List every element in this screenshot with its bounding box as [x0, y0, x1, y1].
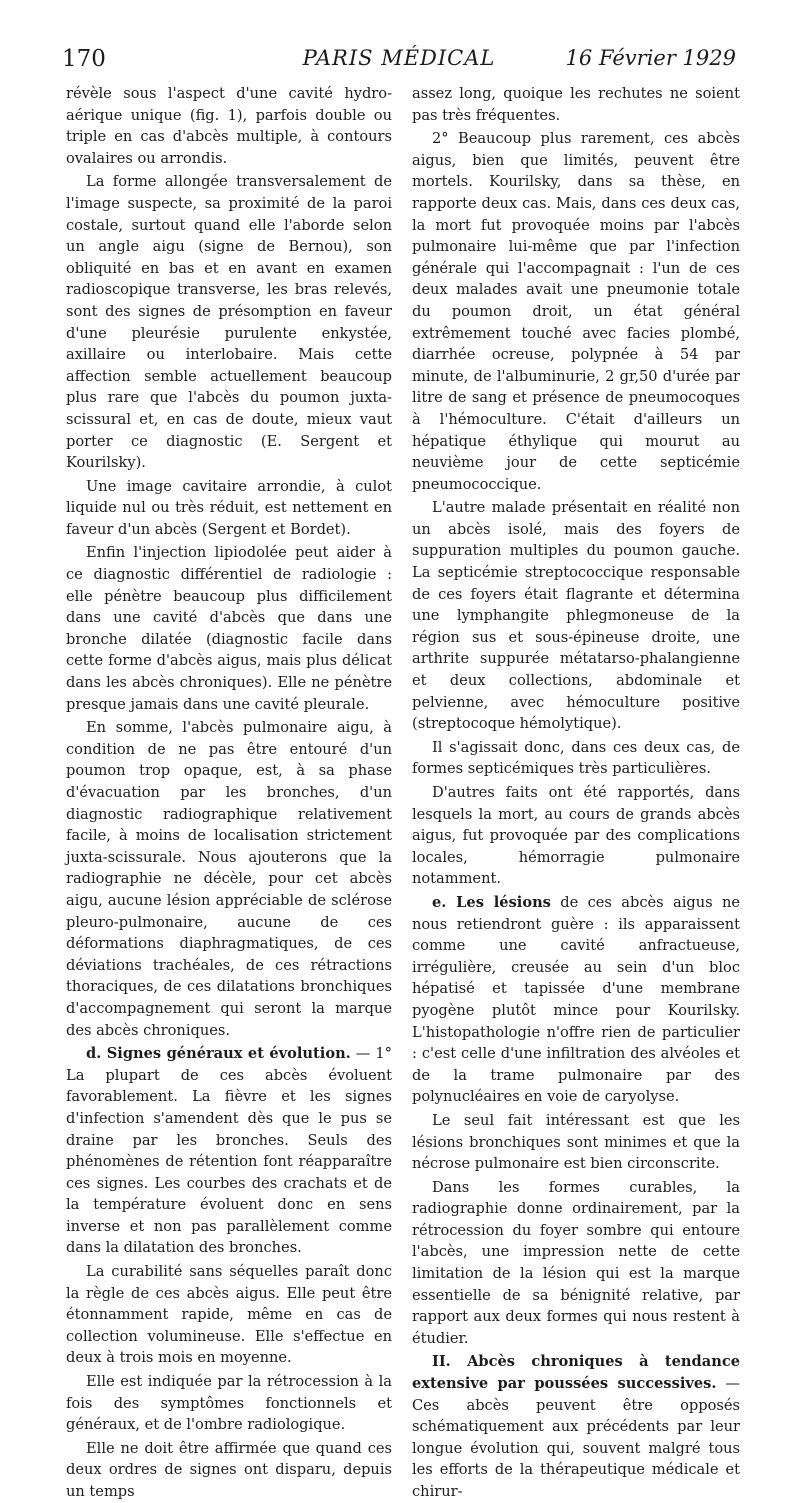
paragraph-text: Le seul fait intéressant est que les lésions bronchiques sont minimes et que la nécrose pulmonaire est bien circonscrite. [412, 1111, 740, 1173]
issue-date: 16 Février 1929 [565, 46, 736, 70]
paragraph [412, 83, 740, 126]
paragraph-text: L'autre malade présentait en réalité non un abcès isolé, mais des foyers de suppuration multiples du poumon gauche. La septicémie streptococcique responsable de ces foyers était flagrante et détermina une lymphangite phlegmoneuse de la région sus et sous-épineuse droite, une arthrite suppurée métatarso-phalangienne et deux collections, abdominale et pelvienne, avec hémoculture positive (streptocoque hémolytique). [412, 499, 740, 733]
paragraph-text: En somme, l'abcès pulmonaire aigu, à condition de ne pas être entouré d'un poumon trop opaque, est, à sa phase d'évacuation par les bronches, d'un diagnostic radiographique relativement facile, à moins de localisation strictement juxta-scissurale. Nous ajouterons que la radiographie ne décèle, pour cet abcès aigu, aucune lésion appréciable de sclérose pleuro-pulmonaire, aucune de ces déformations diaphragmatiques, de ces déviations trachéales, de ces rétractions thoraciques, de ces dilatations bronchiques d'accompagnement qui seront la marque des abcès chroniques. [66, 719, 392, 1039]
paragraph-text: assez long, quoique les rechutes ne soient pas très fréquentes. [412, 85, 740, 124]
left-column [66, 83, 392, 1503]
paragraph-text: D'autres faits ont été rapportés, dans lesquels la mort, au cours de grands abcès aigus, fut provoquée par des complications locales, hémorragie pulmonaire notamment. [412, 784, 740, 888]
paragraph-text: La forme allongée transversalement de l'image suspecte, sa proximité de la paroi costale, surtout quand elle l'aborde selon un angle aigu (signe de Bernou), son obliquité en bas et en avant en examen radioscopique transverse, les bras relevés, sont des signes de présomption en faveur d'une pleurésie purulente enkystée, axillaire ou interlobaire. Mais cette affection semble actuellement beaucoup plus rare que l'abcès du poumon juxta-scissural et, en cas de doute, mieux vaut porter ce diagnostic (E. Sergent et Kourilsky). [66, 173, 392, 472]
paragraph [66, 1043, 392, 1259]
paragraph-text: Elle ne doit être affirmée que quand ces deux ordres de signes ont disparu, depuis un temps [66, 1439, 392, 1500]
paragraph-text: révèle sous l'aspect d'une cavité hydro-aérique unique (fig. 1), parfois double ou triple en cas d'abcès multiple, à contours ovalaires ou arrondis. [66, 85, 392, 167]
paragraph [412, 497, 740, 735]
paragraph-text: Il s'agissait donc, dans ces deux cas, de formes septicémiques très particulières. [412, 738, 740, 778]
right-column [412, 83, 740, 1503]
page-number: 170 [62, 46, 106, 72]
paragraph-text: Elle est indiquée par la rétrocession à la fois des symptômes fonctionnels et généraux, et de l'ombre radiologique. [66, 1373, 392, 1434]
page-header [62, 46, 736, 74]
paragraph [412, 737, 740, 780]
paragraph-text: 2° Beaucoup plus rarement, ces abcès aigus, bien que limités, peuvent être mortels. Kourilsky, dans sa thèse, en rapporte deux cas. Mais, dans ces deux cas, la mort fut provoquée moins par l'abcès pulmonaire lui-même que par l'infection générale qui l'accompagnait : l'un de ces deux malades avait une pneumonie totale du poumon droit, un état général extrêmement touché avec facies plombé, diarrhée ocreuse, polypnée à 54 par minute, de l'albuminurie, 2 gr,50 d'urée par litre de sang et présence de pneumocoques à l'hémoculture. C'était d'ailleurs un hépatique éthylique qui mourut au neuvième jour de cette septicémie pneumococcique. [412, 130, 740, 493]
paragraph [66, 542, 392, 715]
paragraph-text: — 1° La plupart de ces abcès évoluent favorablement. La fièvre et les signes d'infection s'amendent dès que le pus se draine par les bronches. Seuls des phénomènes de rétention font réapparaître ces signes. Les courbes des crachats et de la température évoluent donc en sens inverse et non pas parallèlement comme dans la dilatation des bronches. [66, 1045, 392, 1257]
section-heading: e. Les lésions [432, 893, 551, 911]
paragraph [66, 717, 392, 1041]
paragraph [412, 1177, 740, 1350]
section-heading: II. Abcès chroniques à tendance extensive par poussées successives. [412, 1353, 740, 1393]
paragraph [66, 1438, 392, 1503]
paragraph [412, 1110, 740, 1175]
paragraph [66, 1261, 392, 1369]
section-heading: d. Signes généraux et évolution. [86, 1045, 351, 1063]
paragraph [66, 171, 392, 473]
paragraph [412, 1351, 740, 1502]
paragraph-text: Enfin l'injection lipiodolée peut aider à ce diagnostic différentiel de radiologie : elle pénètre beaucoup plus difficilement dans une cavité d'abcès que dans une bronche dilatée (diagnostic facile dans cette forme d'abcès aigus, mais plus délicat dans les abcès chroniques). Elle ne pénètre presque jamais dans une cavité pleurale. [66, 544, 392, 713]
paragraph-text: Dans les formes curables, la radiographie donne ordinairement, par la rétrocession du foyer sombre qui entoure l'abcès, une impression nette de cette limitation de la lésion qui est la marque essentielle de sa bénignité relative, par rapport aux deux formes qui nous restent à étudier. [412, 1178, 740, 1347]
paragraph [66, 476, 392, 541]
paragraph-text: de ces abcès aigus ne nous retiendront guère : ils apparaissent comme une cavité anfractueuse, irrégulière, creusée au sein d'un bloc hépatisé et tapissée d'une membrane pyogène plutôt mince pour Kourilsky. L'histopathologie n'offre rien de particulier : c'est celle d'une infiltration des alvéoles et de la trame pulmonaire par des polynucléaires en voie de caryolyse. [412, 893, 740, 1106]
paragraph-text: La curabilité sans séquelles paraît donc la règle de ces abcès aigus. Elle peut être étonnamment rapide, même en cas de collection volumineuse. Elle s'effectue en deux à trois mois en moyenne. [66, 1263, 392, 1367]
paragraph [66, 1371, 392, 1436]
paragraph [412, 128, 740, 495]
paragraph [66, 83, 392, 169]
journal-title: PARIS MÉDICAL [302, 46, 496, 70]
paragraph [412, 782, 740, 890]
paragraph-text: — Ces abcès peuvent être opposés schématiquement aux précédents par leur longue évolution qui, souvent malgré tous les efforts de la thérapeutique médicale et chirur- [412, 1375, 741, 1500]
paragraph [412, 892, 740, 1108]
paragraph-text: Une image cavitaire arrondie, à culot liquide nul ou très réduit, est nettement en faveur d'un abcès (Sergent et Bordet). [66, 477, 392, 538]
